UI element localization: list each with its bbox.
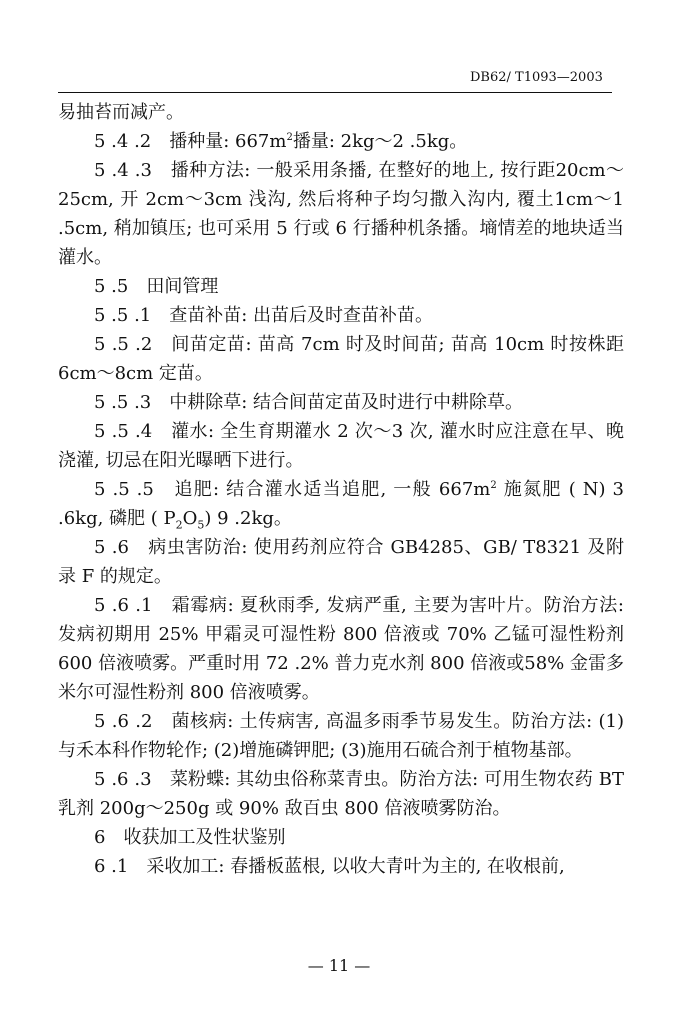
section-6-heading: 6 收获加工及性状鉴别 [94, 827, 286, 848]
superscript-2: 2 [286, 132, 293, 143]
paragraph-5-6-1: 5 .6 .1 霜霉病: 夏秋雨季, 发病严重, 主要为害叶片。防治方法: 发病初期用 25% 甲霜灵可湿性粉 800 倍液或 70% 乙锰可湿性粉剂 600 倍液喷雾。严重时用 72 .2% 普力克水剂 800 倍液或58% 金雷多米尔可湿性粉剂 800 倍液喷雾。 [58, 595, 624, 703]
paragraph-5-6: 5 .6 病虫害防治: 使用药剂应符合 GB4285、GB/ T8321 及附录 F 的规定。 [58, 537, 624, 587]
seeding-amount-text: 5 .4 .2 播种量: 667m [94, 131, 287, 152]
fertilizer-text-4: ) 9 .2kg。 [204, 508, 292, 529]
subscript-2: 2 [175, 518, 183, 532]
paragraph-5-5-4: 5 .5 .4 灌水: 全生育期灌水 2 次～3 次, 灌水时应注意在早、晚浇灌, 切忌在阳光曝晒下进行。 [58, 421, 624, 471]
fertilizer-text: 5 .5 .5 追肥: 结合灌水适当追肥, 一般 667m [94, 479, 491, 500]
fertilizer-text-2: 施氮肥 ( N) 3 .6kg, 磷肥 ( P [58, 479, 624, 529]
superscript-2b: 2 [490, 480, 497, 491]
paragraph-5-6-2: 5 .6 .2 菌核病: 土传病害, 高温多雨季节易发生。防治方法: (1)与禾本科作物轮作; (2)增施磷钾肥; (3)施用石硫合剂于植物基部。 [58, 711, 624, 761]
paragraph-5-5-2: 5 .5 .2 间苗定苗: 苗高 7cm 时及时间苗; 苗高 10cm 时按株距 6cm～8cm 定苗。 [58, 334, 624, 384]
paragraph-6-1: 6 .1 采收加工: 春播板蓝根, 以收大青叶为主的, 在收根前, [94, 856, 565, 877]
paragraph-5-5-1: 5 .5 .1 查苗补苗: 出苗后及时查苗补苗。 [94, 305, 434, 326]
fertilizer-text-3: O [182, 508, 198, 529]
paragraph-5-4-2 [58, 127, 624, 156]
section-5-5-heading: 5 .5 田间管理 [94, 276, 219, 297]
seeding-amount-text-2: 播量: 2kg～2 .5kg。 [292, 131, 468, 152]
paragraph-continuation: 易抽苔而减产。 [58, 102, 184, 123]
document-body [58, 98, 624, 881]
paragraph-5-6-3: 5 .6 .3 菜粉蝶: 其幼虫俗称菜青虫。防治方法: 可用生物农药 BT 乳剂 200g～250g 或 90% 敌百虫 800 倍液喷雾防治。 [58, 769, 624, 819]
document-code: DB62/ T1093—2003 [470, 70, 603, 85]
header-rule [58, 92, 612, 93]
paragraph-5-4-3: 5 .4 .3 播种方法: 一般采用条播, 在整好的地上, 按行距20cm～25cm, 开 2cm～3cm 浅沟, 然后将种子均匀撒入沟内, 覆土1cm～1 .5cm, 稍加镇压; 也可采用 5 行或 6 行播种机条播。墒情差的地块适当灌水。 [58, 160, 624, 268]
page-number: — 11 — [307, 956, 371, 975]
subscript-5: 5 [197, 518, 205, 532]
paragraph-5-5-3: 5 .5 .3 中耕除草: 结合间苗定苗及时进行中耕除草。 [94, 392, 524, 413]
paragraph-5-5-5 [58, 475, 624, 533]
